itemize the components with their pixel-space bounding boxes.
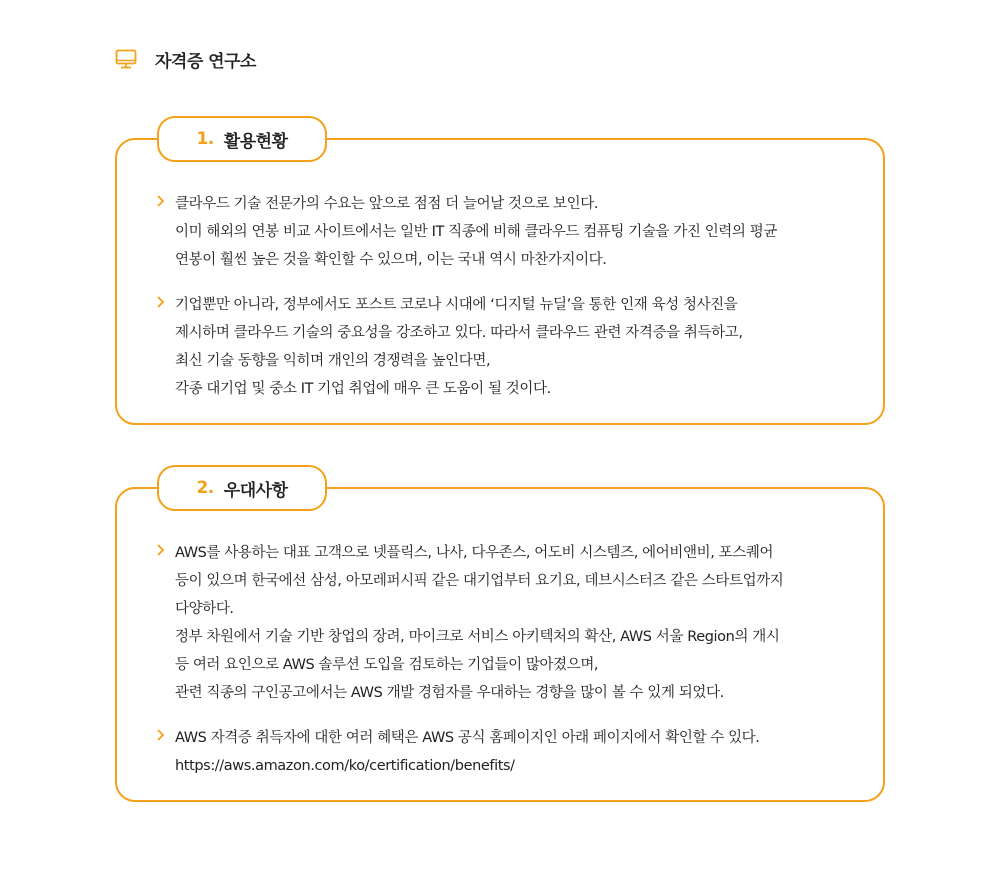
body-text: 관련 직종의 구인공고에서는 AWS 개발 경험자를 우대하는 경향을 많이 볼 수 있게 되었다. [175,685,724,701]
body-text: 다양하다. [175,601,234,617]
chevron-right-icon [155,727,167,743]
body-text: 등 여러 요인으로 AWS 솔루션 도입을 검토하는 기업들이 많아졌으며, [175,657,599,673]
chevron-right-icon [155,294,167,310]
body-text: 기업뿐만 아니라, 정부에서도 포스트 코로나 시대에 ‘디지털 뉴딜’을 통한 인재 육성 청사진을 [175,297,738,313]
chevron-right-icon [155,193,167,209]
page-title: 자격증 연구소 [155,51,256,72]
body-text: 이미 해외의 연봉 비교 사이트에서는 일반 IT 직종에 비해 클라우드 컴퓨팅 기술을 가진 인력의 평균 [175,224,777,240]
body-text: 연봉이 훨씬 높은 것을 확인할 수 있으며, 이는 국내 역시 마찬가지이다. [175,252,607,268]
benefits-link[interactable]: https://aws.amazon.com/ko/certification/benefits/ [175,758,515,774]
body-text: 각종 대기업 및 중소 IT 기업 취업에 매우 큰 도움이 될 것이다. [175,381,551,397]
monitor-icon [115,48,137,70]
list-item [155,291,853,403]
section-tab [157,116,327,162]
chevron-right-icon [155,542,167,558]
section-preference [115,478,885,802]
body-text: 제시하며 클라우드 기술의 중요성을 강조하고 있다. 따라서 클라우드 관련 자격증을 취득하고, [175,325,743,341]
section-number: 2. [196,478,214,498]
body-text: AWS 자격증 취득자에 대한 여러 혜택은 AWS 공식 홈페이지인 아래 페이지에서 확인할 수 있다. [175,730,760,746]
body-text: 클라우드 기술 전문가의 수요는 앞으로 점점 더 늘어날 것으로 보인다. [175,196,599,212]
body-text: 최신 기술 동향을 익히며 개인의 경쟁력을 높인다면, [175,353,491,369]
section-number: 1. [196,129,214,149]
body-text: 등이 있으며 한국에선 삼성, 아모레퍼시픽 같은 대기업부터 요기요, 데브시스터즈 같은 스타트업까지 [175,573,784,589]
page-header [115,46,256,72]
section-title: 활용현황 [223,131,288,152]
section-tab [157,465,327,511]
section-title: 우대사항 [223,480,288,501]
list-item [155,539,853,707]
list-item [155,190,853,274]
body-text: AWS를 사용하는 대표 고객으로 넷플릭스, 나사, 다우존스, 어도비 시스템즈, 에어비앤비, 포스퀘어 [175,545,774,561]
section-usage [115,129,885,425]
bullet-list [155,190,853,420]
bullet-list [155,539,853,797]
list-item [155,724,853,780]
body-text: 정부 차원에서 기술 기반 창업의 장려, 마이크로 서비스 아키텍처의 확산, AWS 서울 Region의 개시 [175,629,780,645]
